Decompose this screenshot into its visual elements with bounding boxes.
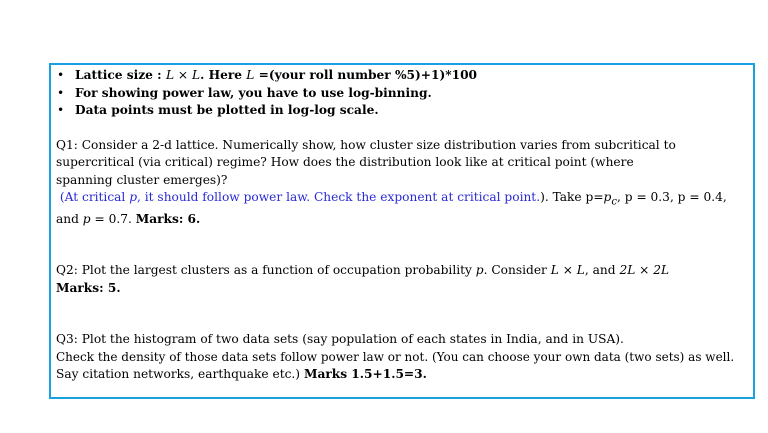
question-3 (56, 331, 747, 384)
q3-line: Say citation networks, earthquake etc.) Marks 1.5+1.5=3. (56, 367, 427, 382)
requirements-list (56, 67, 747, 120)
math-lattice: L × L (165, 68, 201, 82)
requirement-text: Data points must be plotted in log-log scale. (75, 103, 379, 117)
question-1 (56, 137, 747, 229)
assignment-box (49, 63, 755, 399)
requirement-text: For showing power law, you have to use log-binning. (75, 85, 432, 100)
assignment-content (56, 67, 747, 384)
q1-hint: (At critical p, it should follow power law. Check the exponent at critical point. (59, 190, 541, 204)
q1-line: (At critical p, it should follow power law. Check the exponent at critical point.). Take $p=p_c$, p = 0.3, p = 0.4, (59, 190, 727, 208)
q1-line: Q1: Consider a 2-d lattice. Numerically show, how cluster size distribution varies from subcritical to (56, 137, 676, 152)
requirement-text: . Here (200, 68, 247, 82)
requirement-text: =(your roll number %5)+1)*100 (254, 68, 478, 82)
q2-marks: Marks: 5. (56, 280, 121, 295)
bullet-icon: • (57, 103, 65, 117)
requirement-log-binning (56, 85, 747, 103)
requirement-lattice-size (56, 67, 747, 85)
requirement-text: Lattice size : (75, 68, 166, 82)
bullet-icon: • (57, 68, 65, 82)
bullet-icon: • (57, 85, 65, 100)
q1-line: supercritical (via critical) regime? How does the distribution look like at critical point (where (56, 155, 634, 169)
q1-line: spanning cluster emerges)? (56, 172, 228, 187)
question-2 (56, 262, 747, 297)
q3-line: Q3: Plot the histogram of two data sets (say population of each states in India, and in USA). (56, 332, 624, 347)
q1-marks: Marks: 6. (135, 211, 201, 226)
requirement-log-log (56, 102, 747, 120)
math-L: L (246, 68, 255, 82)
q1-line: and p = 0.7. Marks: 6. (56, 211, 201, 226)
q3-marks: Marks 1.5+1.5=3. (303, 367, 427, 382)
q2-line: Q2: Plot the largest clusters as a function of occupation probability p. Consider L × L, and 2L × 2L (56, 263, 670, 278)
q3-line: Check the density of those data sets follow power law or not. (You can choose your own data (two sets) as well. (56, 349, 735, 364)
